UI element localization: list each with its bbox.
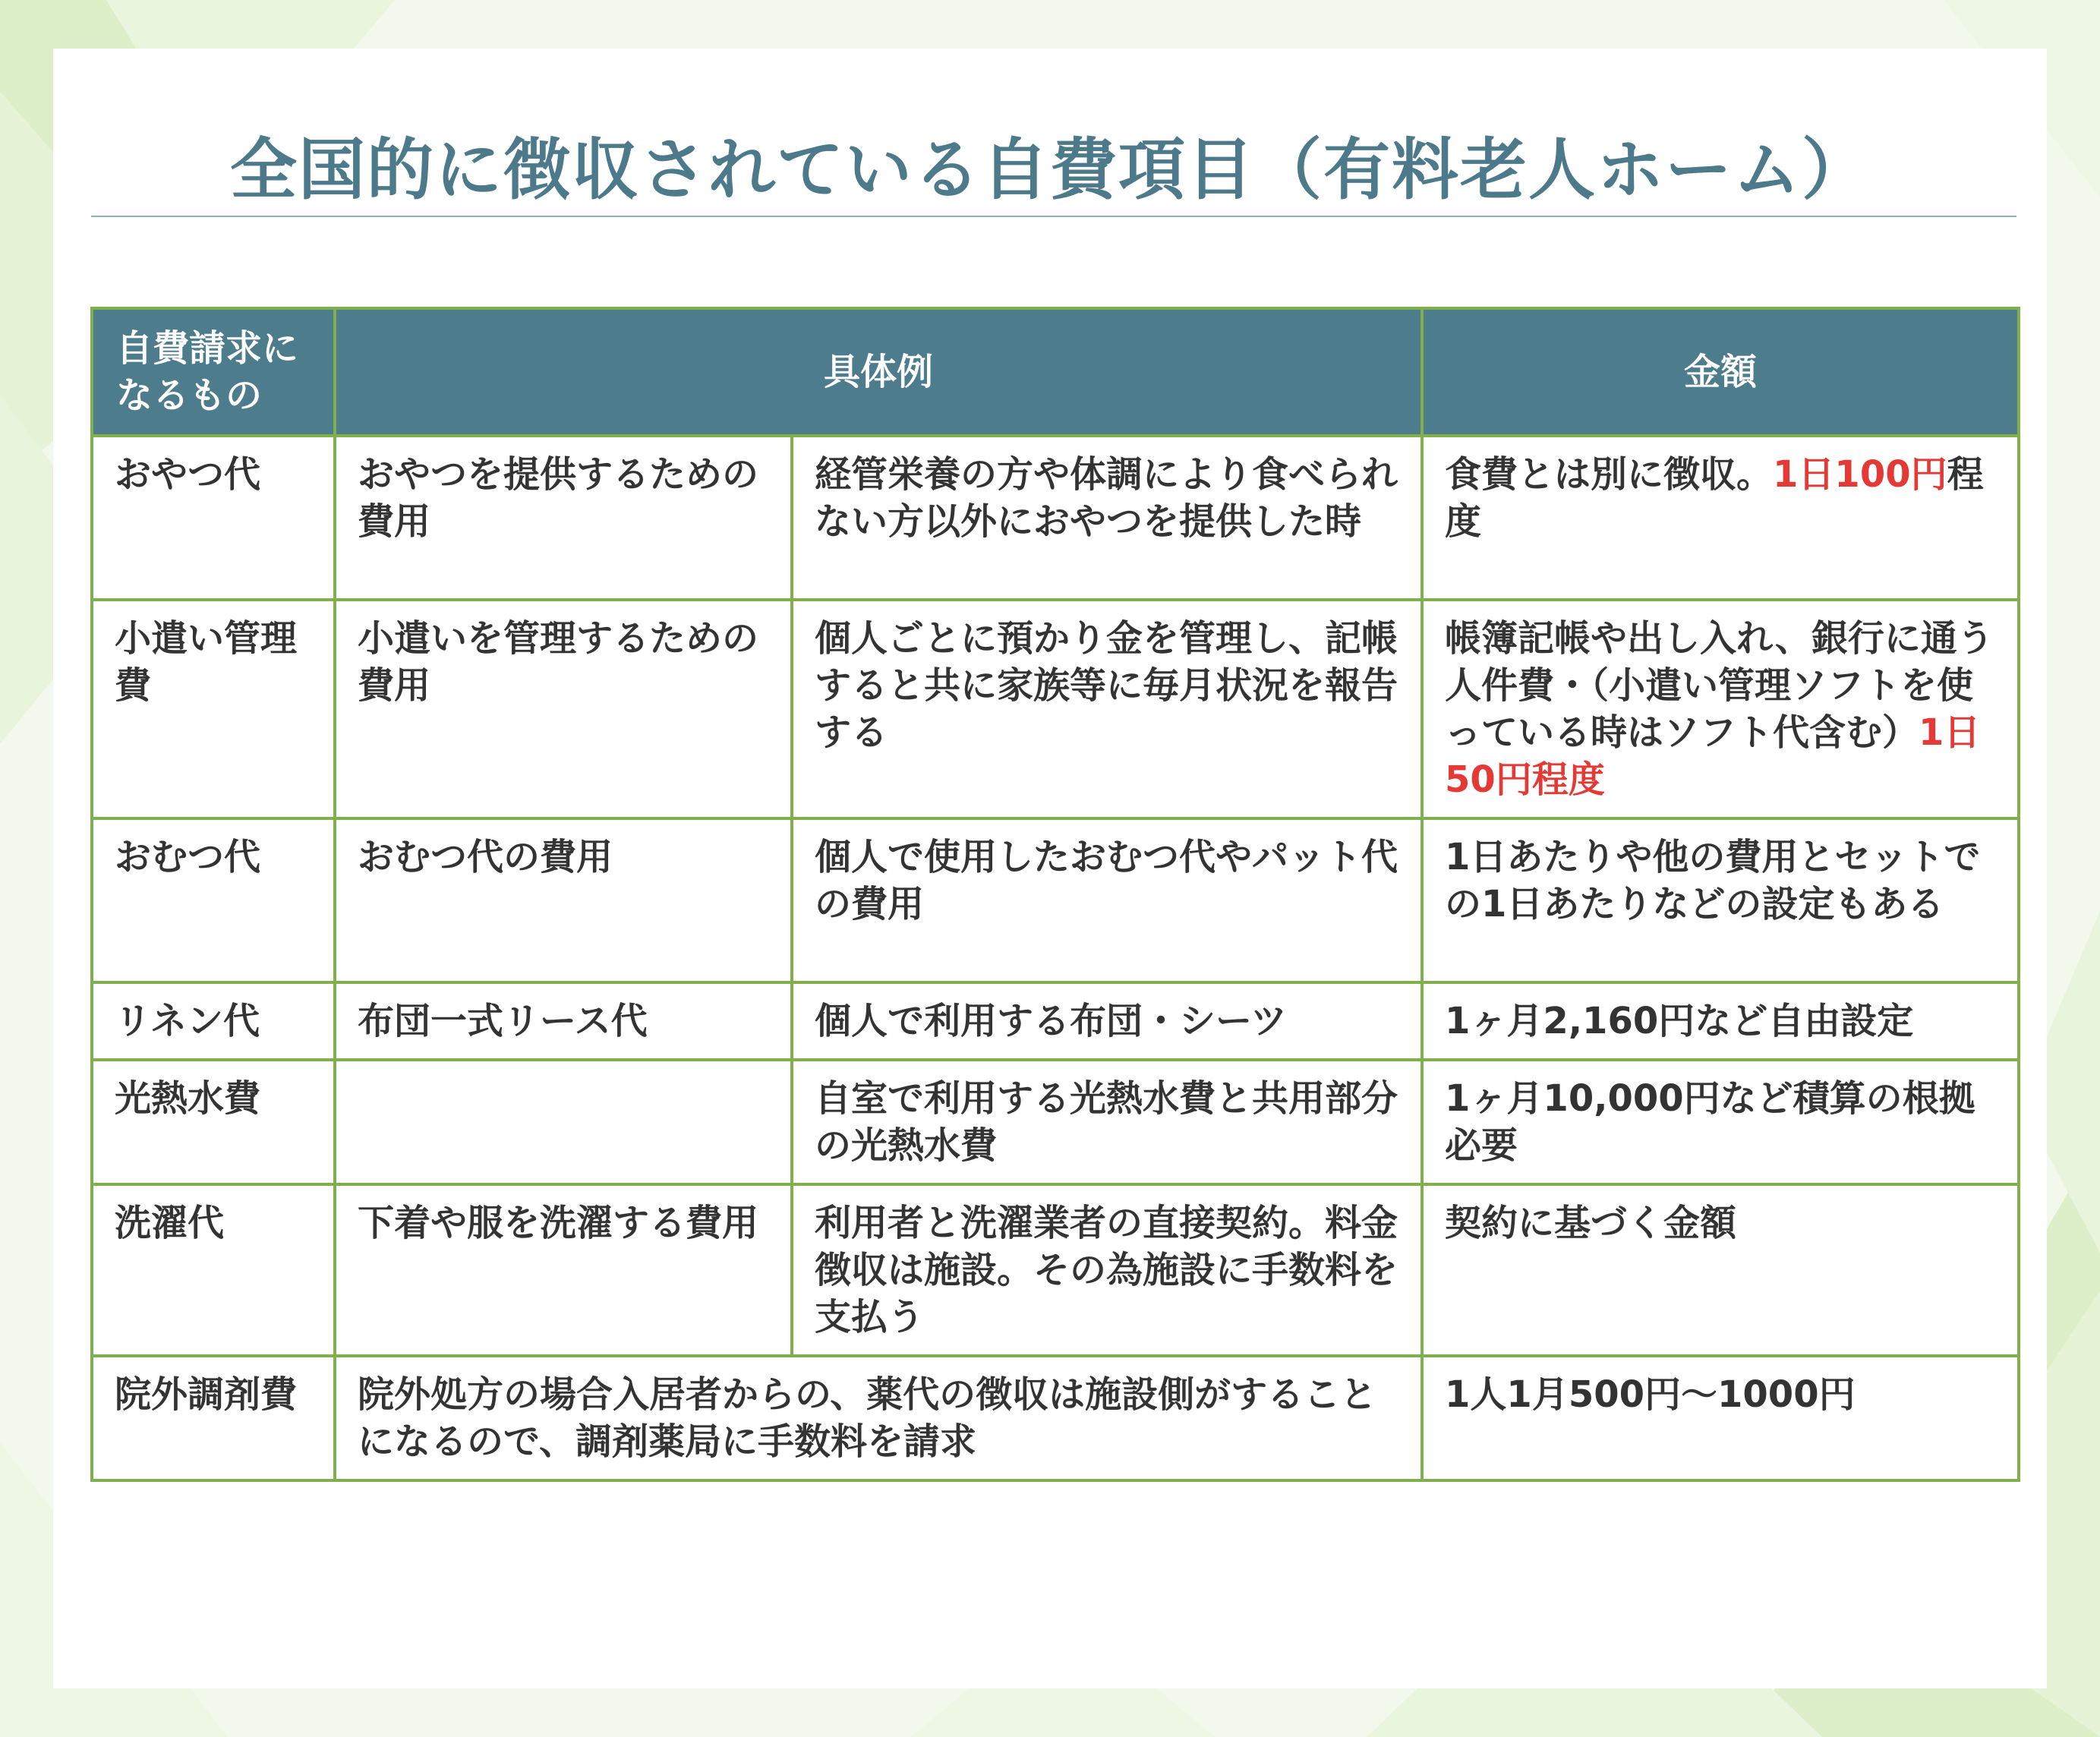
cell-example xyxy=(335,1060,792,1184)
cell-amount: 1ヶ月2,160円など自由設定 xyxy=(1422,982,2019,1060)
amount-text: 食費とは別に徴収。 xyxy=(1445,453,1774,496)
cell-example: 布団一式リース代 xyxy=(335,982,792,1060)
cell-amount: 1日あたりや他の費用とセットでの1日あたりなどの設定もある xyxy=(1422,818,2019,982)
amount-text: 帳簿記帳や出し入れ、銀行に通う人件費・（小遣い管理ソフトを使っている時はソフト代含む） xyxy=(1445,617,1994,754)
header-example: 具体例 xyxy=(335,308,1422,436)
content-card xyxy=(53,49,2047,1688)
table-row xyxy=(92,818,2019,982)
table-row xyxy=(92,1184,2019,1356)
cell-detail: 個人で利用する布団・シーツ xyxy=(792,982,1422,1060)
cell-amount: 1ヶ月10,000円など積算の根拠必要 xyxy=(1422,1060,2019,1184)
cell-detail: 個人で使用したおむつ代やパット代の費用 xyxy=(792,818,1422,982)
table-row xyxy=(92,982,2019,1060)
amount-suffix: 程度 xyxy=(1445,453,1984,543)
cell-detail: 経管栄養の方や体調により食べられない方以外におやつを提供した時 xyxy=(792,436,1422,600)
cell-detail: 個人ごとに預かり金を管理し、記帳すると共に家族等に毎月状況を報告する xyxy=(792,600,1422,818)
cell-example: おむつ代の費用 xyxy=(335,818,792,982)
table-row xyxy=(92,436,2019,600)
amount-highlight: 1日100円 xyxy=(1773,453,1947,496)
header-item: 自費請求になるもの xyxy=(92,308,335,436)
title-divider xyxy=(91,216,2016,217)
cell-amount: 1人1月500円〜1000円 xyxy=(1422,1356,2019,1480)
cell-example: 小遣いを管理するための費用 xyxy=(335,600,792,818)
header-row xyxy=(92,308,2019,436)
cell-detail: 自室で利用する光熱水費と共用部分の光熱水費 xyxy=(792,1060,1422,1184)
cell-example: 下着や服を洗濯する費用 xyxy=(335,1184,792,1356)
cell-amount xyxy=(1422,436,2019,600)
cell-item: 光熱水費 xyxy=(92,1060,335,1184)
amount-highlight: 1日50円程度 xyxy=(1445,711,1981,801)
table-row xyxy=(92,600,2019,818)
cell-example: 院外処方の場合入居者からの、薬代の徴収は施設側がすることになるので、調剤薬局に手数料を請求 xyxy=(335,1356,1422,1480)
fee-table xyxy=(90,307,2020,1482)
page-title: 全国的に徴収されている自費項目（有料老人ホーム） xyxy=(229,131,1870,209)
cell-detail: 利用者と洗濯業者の直接契約。料金徴収は施設。その為施設に手数料を支払う xyxy=(792,1184,1422,1356)
table-row xyxy=(92,1356,2019,1480)
table-row xyxy=(92,1060,2019,1184)
cell-item: 洗濯代 xyxy=(92,1184,335,1356)
header-amount: 金額 xyxy=(1422,308,2019,436)
cell-amount: 契約に基づく金額 xyxy=(1422,1184,2019,1356)
cell-item: おむつ代 xyxy=(92,818,335,982)
cell-item: 院外調剤費 xyxy=(92,1356,335,1480)
cell-item: 小遣い管理費 xyxy=(92,600,335,818)
cell-item: おやつ代 xyxy=(92,436,335,600)
cell-amount xyxy=(1422,600,2019,818)
cell-example: おやつを提供するための費用 xyxy=(335,436,792,600)
cell-item: リネン代 xyxy=(92,982,335,1060)
